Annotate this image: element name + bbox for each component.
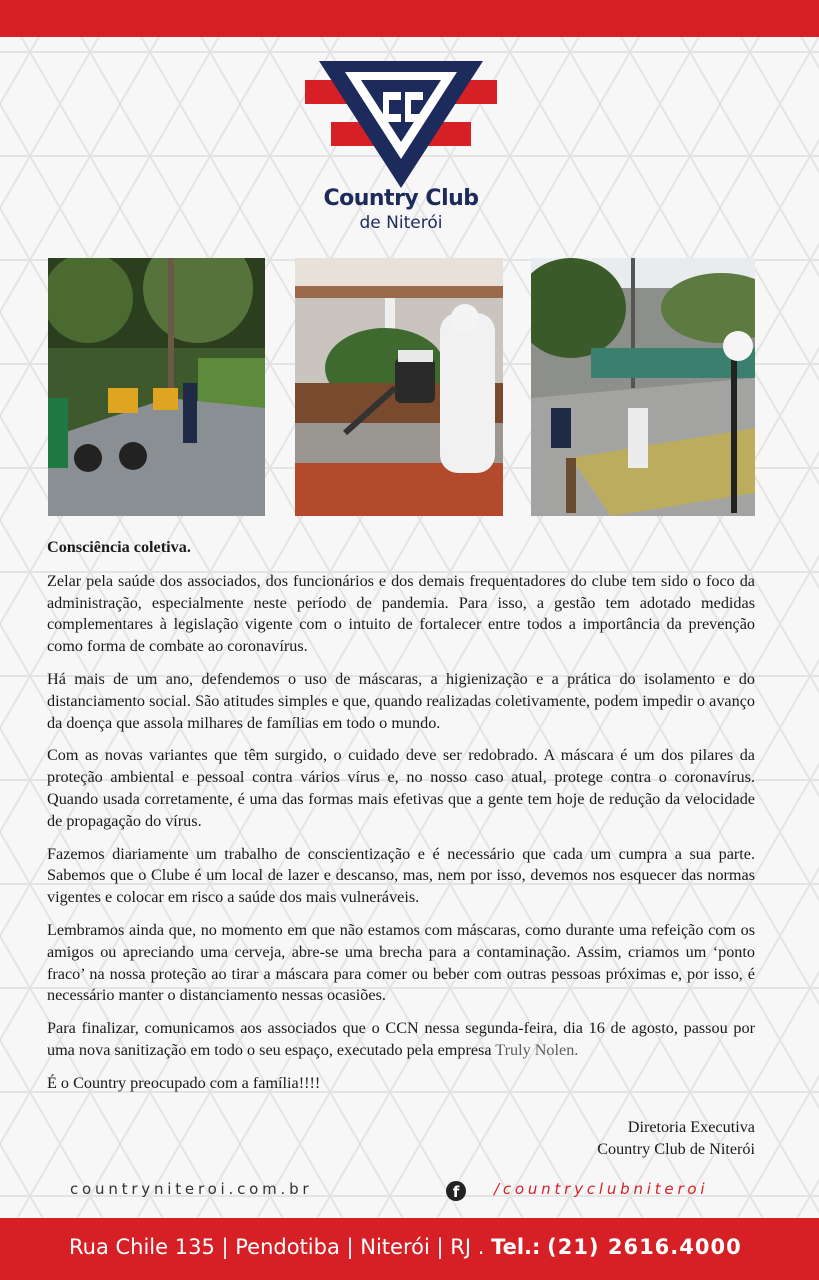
website-link[interactable]: countryniteroi.com.br: [70, 1180, 313, 1198]
photo-motorcycles-garden: [48, 258, 265, 516]
top-red-bar: [0, 0, 819, 37]
final-paragraph-text: Para finalizar, comunicamos aos associados que o CCN nessa segunda-feira, dia 16 de agosto, passou por uma nova sanitização em todo o seu espaço, executado pela empresa: [47, 1019, 755, 1059]
article-paragraph-4: Fazemos diariamente um trabalho de conscientização e é necessário que cada um cumpra a sua parte. Sabemos que o Clube é um local de lazer e descanso, mas, nem por isso, devemos nos esquecer das normas vigentes e colocar em risco a saúde dos mais vulneráveis.: [47, 844, 755, 907]
company-name: Truly Nolen.: [495, 1040, 579, 1059]
article-paragraph-5: Lembramos ainda que, no momento em que não estamos com máscaras, como durante uma refeição com os amigos ou apreciando uma cerveja, abre-se uma brecha para a contaminação. Assim, criamos um ‘ponto fraco’ na nossa proteção ao tirar a máscara para comer ou beber com outras pessoas próximas e, por isso, é necessário manter o distanciamento nessas ocasiões.: [47, 920, 755, 1005]
article-heading: Consciência coletiva.: [47, 538, 191, 556]
photo-sanitizing-worker: [295, 258, 503, 516]
photo-court-sanitizing: [531, 258, 755, 516]
contact-row: [70, 1180, 750, 1204]
footer-address-line: [69, 1235, 742, 1259]
phone-number: (21) 2616.4000: [547, 1235, 742, 1259]
brand-subtitle: de Niterói: [359, 213, 443, 233]
article-body: [47, 537, 755, 1106]
signature-line-2: Country Club de Niterói: [597, 1140, 755, 1158]
signature-line-1: Diretoria Executiva: [627, 1118, 755, 1136]
brand-title: Country Club: [323, 186, 479, 211]
article-paragraph-1: Zelar pela saúde dos associados, dos funcionários e dos demais frequentadores do clube tem sido o foco da administração, especialmente neste período de pandemia. Para isso, a gestão tem adotado medidas complementares à legislação vigente com o intuito de fortalecer entre todos a importância da prevenção como forma de combate ao coronavírus.: [47, 571, 755, 656]
closing-line: É o Country preocupado com a família!!!!: [47, 1073, 321, 1092]
social-handle-link[interactable]: /countryclubniteroi: [494, 1180, 709, 1198]
footer-bar: [0, 1218, 819, 1280]
facebook-icon[interactable]: f: [446, 1181, 466, 1201]
article-paragraph-2: Há mais de um ano, defendemos o uso de máscaras, a higienização e a prática do isolamento e do distanciamento social. São atitudes simples e que, quando realizadas coletivamente, podem impedir o avanço da doença que assola milhares de famílias em todo o mundo.: [47, 669, 755, 732]
signature: [597, 1116, 755, 1160]
logo-text: [300, 186, 502, 234]
address-text: Rua Chile 135 | Pendotiba | Niterói | RJ .: [69, 1235, 492, 1259]
phone-label: Tel.:: [491, 1235, 541, 1259]
article-paragraph-6: [47, 1018, 755, 1062]
article-paragraph-3: Com as novas variantes que têm surgido, o cuidado deve ser redobrado. A máscara é um dos pilares da proteção ambiental e pessoal contra vários vírus e, no nosso caso atual, protege contra o coronavírus. Quando usada corretamente, é uma das formas mais efetivas que a gente tem hoje de redução da velocidade de propagação do vírus.: [47, 746, 755, 830]
